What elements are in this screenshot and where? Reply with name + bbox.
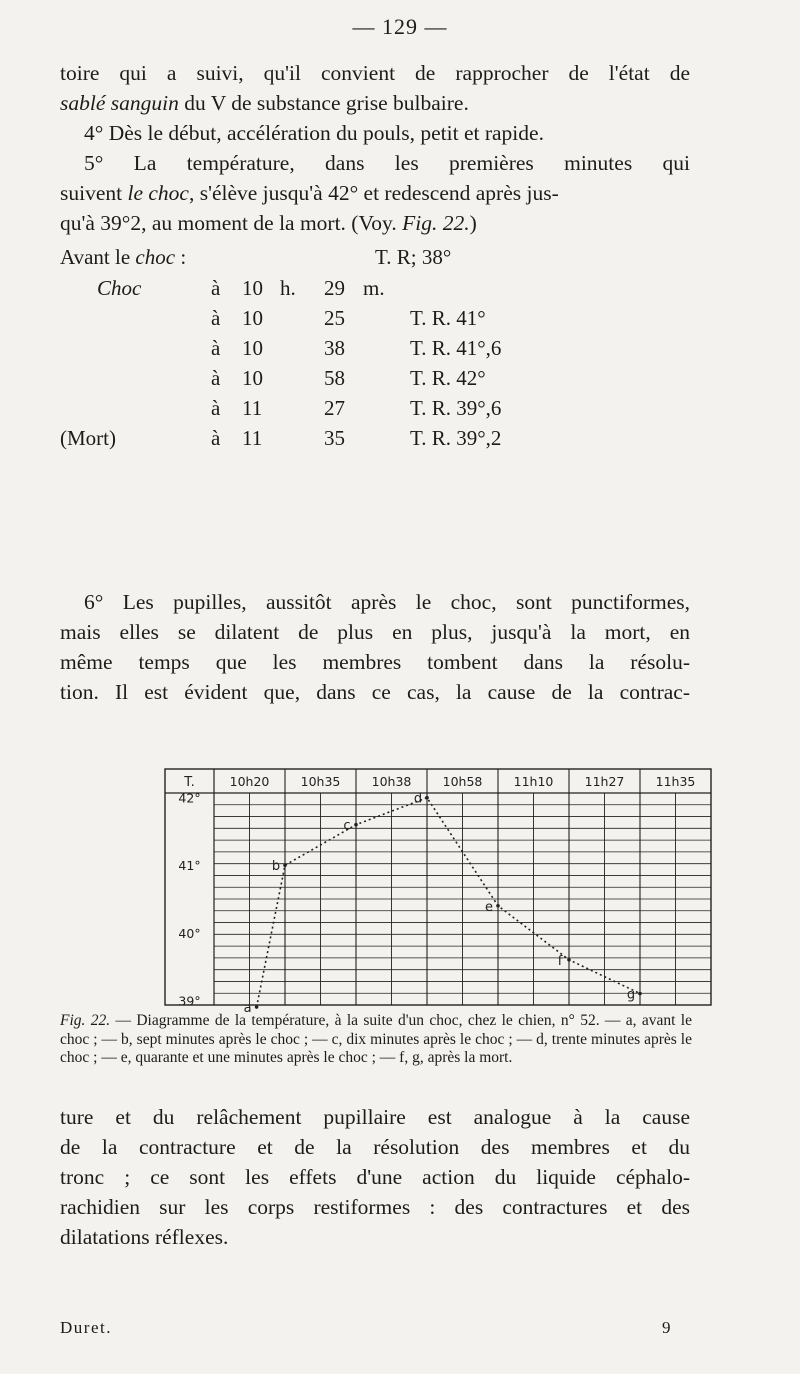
table-cell-a: à	[211, 336, 221, 360]
paragraph-1	[60, 58, 690, 238]
table-cell-value: T. R. 42°	[410, 366, 486, 390]
table-cell-a: à	[211, 396, 221, 420]
table-cell-hour: 10	[242, 306, 263, 330]
data-point	[255, 1005, 259, 1009]
paragraph-line: 5° La température, dans les premières minutes qui	[84, 151, 690, 175]
temperature-curve	[257, 798, 640, 1007]
table-intro-value: T. R; 38°	[375, 245, 452, 269]
table-cell-min: 25	[324, 306, 345, 330]
signature-number: 9	[662, 1318, 672, 1337]
table-row-label: (Mort)	[60, 426, 116, 450]
table-cell-min: 38	[324, 336, 345, 360]
y-tick-label: 40°	[178, 925, 201, 941]
point-label: a	[243, 1001, 252, 1017]
table-cell-hour: 11	[242, 396, 263, 420]
table-cell-min: 58	[324, 366, 345, 390]
paragraph-line: de la contracture et de la résolution des membres et du	[60, 1135, 690, 1159]
caption-text: — Diagramme de la température, à la suite d'un choc, chez le chien, n° 52. — a, avant le choc ; — b, sept minutes après le choc ; — c, dix minutes après le choc ; — d, trente minutes après le choc ; — e, quarante et une minutes après le choc ; — f, g, après la mort.	[60, 1012, 692, 1066]
table-cell-min: 35	[324, 426, 345, 450]
paragraph-text: , s'élève jusqu'à 42° et redescend après jus-	[188, 181, 559, 205]
paragraph-text: qu'à 39°2, au moment de la mort. (Voy.	[60, 211, 403, 235]
figure-caption	[60, 1012, 692, 1068]
paragraph-3	[60, 1102, 690, 1252]
paragraph-text: )	[469, 211, 477, 235]
intro-colon: :	[175, 245, 187, 269]
paragraph-line: rachidien sur les corps restiformes : des contractures et des	[60, 1195, 690, 1219]
paragraph-line: 6° Les pupilles, aussitôt après le choc, sont punctiformes,	[84, 590, 690, 614]
point-label: b	[271, 859, 281, 875]
italic-text: Fig. 22.	[402, 211, 470, 235]
paragraph-line	[60, 88, 690, 118]
table-cell-hour: 10	[242, 336, 263, 360]
table-cell-a: à	[211, 276, 221, 300]
table-cell-hour: 10	[242, 366, 263, 390]
point-label: c	[343, 818, 351, 834]
page-number: — 129 —	[352, 14, 448, 39]
y-tick-label: 39°	[178, 993, 201, 1009]
column-header: 10h38	[371, 774, 412, 789]
paragraph-line: tion. Il est évident que, dans ce cas, la cause de la contrac-	[60, 680, 690, 704]
table-cell-min: 27	[324, 396, 345, 420]
table-cell-value: T. R. 39°,2	[410, 426, 502, 450]
figure-label: Fig. 22.	[60, 1012, 111, 1029]
column-header: 10h20	[229, 774, 270, 789]
table-cell-h: h.	[280, 276, 296, 300]
table-intro-label	[60, 245, 186, 270]
table-cell-a: à	[211, 426, 221, 450]
data-point	[425, 796, 429, 800]
footer-author: Duret.	[60, 1318, 112, 1337]
table-cell-a: à	[211, 306, 221, 330]
data-point	[354, 823, 358, 827]
paragraph-line: ture et du relâchement pupillaire est analogue à la cause	[60, 1105, 690, 1129]
table-cell-hour: 10	[242, 276, 263, 300]
column-header: 10h58	[442, 774, 483, 789]
paragraph-line: tronc ; ce sont les effets d'une action du liquide céphalo-	[60, 1165, 690, 1189]
table-cell-value: T. R. 41°	[410, 306, 486, 330]
y-tick-label: 42°	[178, 790, 201, 806]
table-cell-a: à	[211, 366, 221, 390]
column-header: 11h27	[584, 774, 625, 789]
paragraph-line: toire qui a suivi, qu'il convient de rapprocher de l'état de	[60, 61, 690, 85]
point-label: f	[557, 953, 563, 969]
intro-text: Avant le	[60, 245, 136, 269]
corner-label: T.	[184, 775, 195, 790]
table-cell-value: T. R. 39°,6	[410, 396, 502, 420]
column-header: 11h35	[655, 774, 696, 789]
paragraph-text: suivent	[60, 181, 128, 205]
table-cell-hour: 11	[242, 426, 263, 450]
italic-text: sablé sanguin	[60, 91, 179, 115]
point-label: e	[485, 899, 493, 915]
data-point	[283, 863, 287, 867]
y-tick-label: 41°	[178, 858, 201, 874]
paragraph-line	[60, 178, 690, 208]
paragraph-text: du V de substance grise bulbaire.	[178, 91, 469, 115]
column-header: 10h35	[300, 774, 341, 789]
column-header: 11h10	[513, 774, 554, 789]
paragraph-line: 4° Dès le début, accélération du pouls, petit et rapide.	[84, 121, 544, 145]
table-cell-m: m.	[363, 276, 385, 300]
point-label: g	[626, 987, 636, 1003]
paragraph-line	[60, 208, 690, 238]
table-cell-value: T. R. 41°,6	[410, 336, 502, 360]
page-footer	[60, 1318, 692, 1338]
paragraph-line: dilatations réflexes.	[60, 1225, 229, 1249]
italic-text: le choc	[127, 181, 189, 205]
temperature-chart	[163, 767, 713, 1017]
data-point	[496, 904, 500, 908]
data-point	[638, 992, 642, 996]
table-cell-min: 29	[324, 276, 345, 300]
paragraph-line: mais elles se dilatent de plus en plus, jusqu'à la mort, en	[60, 620, 690, 644]
paragraph-line: même temps que les membres tombent dans la résolu-	[60, 650, 690, 674]
intro-italic: choc	[135, 245, 176, 269]
data-point	[567, 958, 571, 962]
point-label: d	[413, 791, 423, 807]
temperature-diagram	[163, 767, 713, 1027]
table-row-label: Choc	[97, 276, 142, 300]
paragraph-2	[60, 587, 690, 707]
